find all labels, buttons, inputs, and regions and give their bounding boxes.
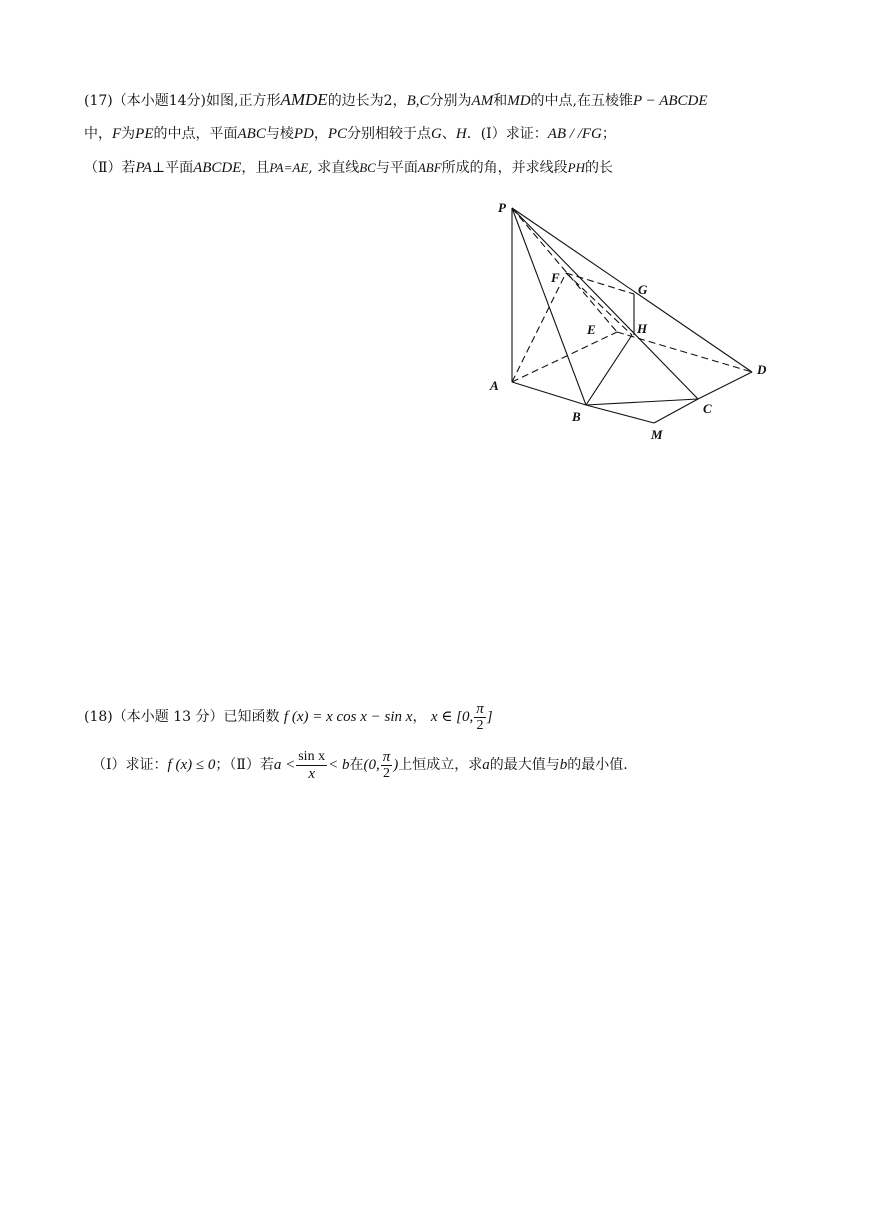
label-P: P bbox=[498, 200, 506, 215]
fraction-numerator: π bbox=[476, 700, 484, 717]
edge-AF bbox=[512, 273, 566, 382]
q17-text: 和 bbox=[493, 93, 508, 109]
label-M: M bbox=[651, 427, 663, 442]
edge-BM bbox=[586, 405, 654, 423]
math-text: ABC bbox=[237, 126, 266, 142]
math-text: BC bbox=[359, 160, 376, 175]
fraction-denominator: 2 bbox=[382, 765, 390, 781]
label-A: A bbox=[490, 378, 499, 393]
q17-line1 bbox=[84, 90, 708, 111]
math-text: MD bbox=[507, 93, 531, 109]
q17-text: 的长 bbox=[585, 160, 613, 176]
fraction-denominator: 2 bbox=[476, 717, 484, 733]
math-text: AB / /FG bbox=[547, 126, 602, 142]
q18-text: ；（Ⅱ）若 bbox=[215, 757, 274, 773]
q17-text: 的边长为2， bbox=[327, 93, 407, 109]
math-text: PH bbox=[567, 160, 585, 175]
edge-AB bbox=[512, 382, 586, 405]
math-text: b bbox=[559, 757, 568, 773]
q17-text: , 求直线 bbox=[308, 160, 360, 176]
fraction-pi-over-2 bbox=[381, 749, 393, 782]
math-text: G bbox=[431, 126, 442, 142]
label-H: H bbox=[637, 321, 648, 336]
edge-BC bbox=[586, 399, 698, 405]
q17-text: ， bbox=[313, 126, 328, 142]
math-text: AM bbox=[471, 93, 494, 109]
label-F: F bbox=[551, 270, 560, 285]
label-D: D bbox=[757, 362, 767, 377]
q17-line2 bbox=[84, 124, 616, 144]
edge-AE bbox=[512, 332, 617, 382]
math-text: PA bbox=[135, 160, 152, 176]
q18-text: ， bbox=[412, 709, 427, 725]
q17-text: 中， bbox=[84, 126, 112, 142]
math-text: f (x) = x cos x − sin x bbox=[283, 709, 413, 725]
label-G: G bbox=[638, 282, 648, 297]
math-text: PA=AE bbox=[269, 160, 309, 175]
edge-BH bbox=[586, 335, 632, 405]
q17-text: (17)（本小题14分)如图,正方形 bbox=[84, 93, 281, 109]
fraction-numerator: π bbox=[382, 748, 391, 765]
q18-text: 的最小值. bbox=[567, 757, 628, 773]
math-text: x ∈ [0, bbox=[430, 709, 474, 725]
edge-PE bbox=[512, 208, 617, 332]
math-text: a bbox=[482, 757, 490, 773]
q18-text: 上恒成立，求 bbox=[398, 757, 483, 773]
math-text: < b bbox=[328, 757, 350, 773]
math-text: F bbox=[112, 126, 122, 142]
fraction-numerator: sin x bbox=[298, 748, 326, 764]
q17-text: ，且 bbox=[241, 160, 270, 176]
math-text: AMDE bbox=[280, 90, 328, 109]
q17-text: 、 bbox=[441, 126, 456, 142]
math-text: ABF bbox=[417, 160, 442, 175]
math-text: (0, bbox=[363, 757, 380, 773]
q17-text: 所成的角，并求线段 bbox=[441, 160, 568, 176]
edge-MC bbox=[654, 399, 698, 423]
q17-text: 分别为 bbox=[429, 93, 472, 109]
math-text: PE bbox=[135, 126, 154, 142]
q18-line1 bbox=[84, 700, 493, 734]
math-text: a < bbox=[273, 757, 296, 773]
math-text: PC bbox=[327, 126, 348, 142]
q17-text: ⊥平面 bbox=[151, 160, 194, 176]
q18-text: 的最大值与 bbox=[489, 757, 560, 773]
math-text: ] bbox=[486, 709, 493, 725]
q18-text: 在 bbox=[349, 757, 364, 773]
q17-text: ； bbox=[601, 126, 616, 142]
q18-line2 bbox=[92, 748, 628, 782]
q17-line3 bbox=[84, 158, 613, 178]
math-text: PD bbox=[293, 126, 314, 142]
edge-FH bbox=[566, 273, 632, 335]
q17-text: 的中点，平面 bbox=[153, 126, 238, 142]
math-text: ) bbox=[393, 757, 399, 773]
fraction-pi-over-2 bbox=[474, 701, 486, 734]
label-E: E bbox=[587, 322, 596, 337]
q17-text: 为 bbox=[121, 126, 136, 142]
q17-text: （Ⅱ）若 bbox=[84, 160, 136, 176]
q17-text: ．(Ⅰ）求证： bbox=[466, 126, 548, 142]
q18-text: （Ⅰ）求证： bbox=[92, 757, 168, 773]
math-text: H bbox=[455, 126, 467, 142]
fraction-denominator: x bbox=[308, 765, 315, 782]
math-text: P − ABCDE bbox=[632, 93, 708, 109]
q17-text: 的中点,在五棱锥 bbox=[530, 93, 633, 109]
math-text: ABCDE bbox=[193, 160, 242, 176]
math-text: B,C bbox=[406, 93, 430, 109]
pyramid-figure bbox=[480, 196, 780, 446]
label-B: B bbox=[572, 409, 581, 424]
edge-PB bbox=[512, 208, 586, 405]
fraction-sinx-over-x bbox=[296, 749, 327, 782]
edge-PC bbox=[512, 208, 698, 399]
label-C: C bbox=[703, 401, 712, 416]
q18-text: (18)（本小题 13 分）已知函数 bbox=[84, 709, 280, 725]
edge-ED bbox=[617, 332, 752, 372]
q17-text: 与棱 bbox=[265, 126, 294, 142]
edge-CD bbox=[698, 372, 752, 399]
q17-text: 与平面 bbox=[375, 160, 418, 176]
q17-text: 分别相较于点 bbox=[347, 126, 432, 142]
edge-PD bbox=[512, 208, 752, 372]
math-text: f (x) ≤ 0 bbox=[167, 757, 216, 773]
